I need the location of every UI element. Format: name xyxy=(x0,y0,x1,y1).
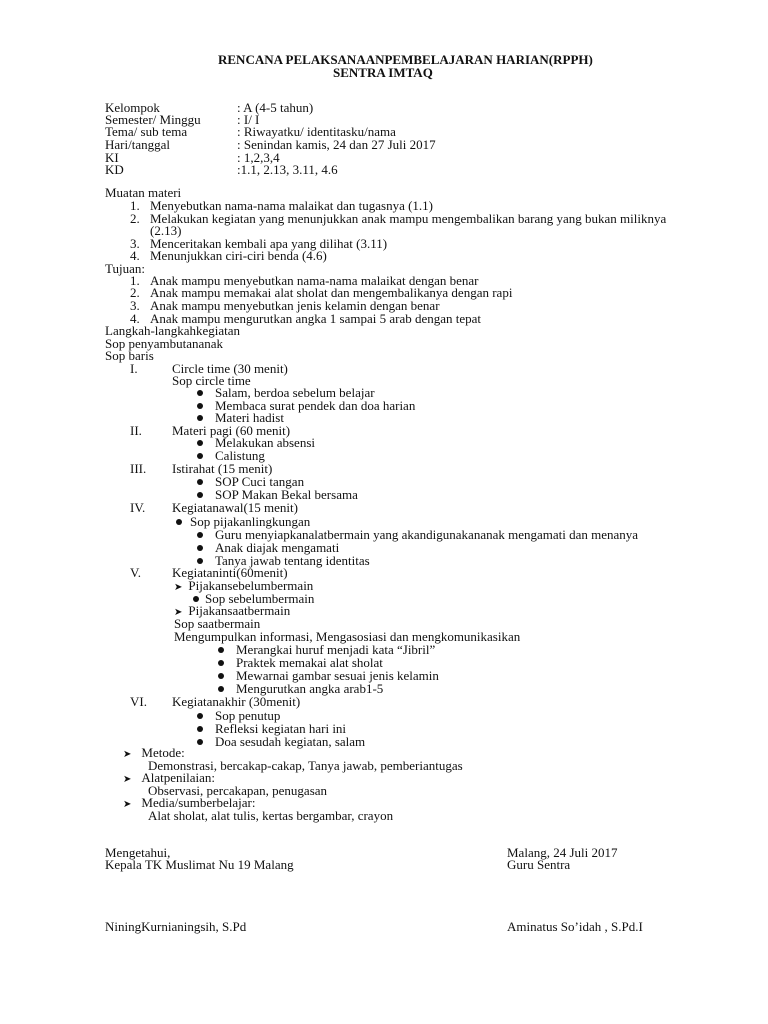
bullet-icon xyxy=(197,492,203,498)
section-title: Kegiatanawal(15 menit) xyxy=(172,500,298,515)
section-title: Istirahat (15 menit) xyxy=(172,461,273,476)
bullet-icon xyxy=(197,403,203,409)
bullet-icon xyxy=(197,453,203,459)
list-item: SOP Makan Bekal bersama xyxy=(197,488,358,501)
bullet-icon xyxy=(218,673,224,679)
arrow-item: ➤ Pijakansebelumbermain xyxy=(174,578,314,593)
muatan-num: 1. xyxy=(130,198,140,213)
bullet-icon xyxy=(218,686,224,692)
info-label: KD xyxy=(105,162,124,177)
bullet-icon xyxy=(218,647,224,653)
sign-left-name: NiningKurnianingsih, S.Pd xyxy=(105,919,247,934)
muatan-item: (2.13) xyxy=(150,223,182,238)
muatan-num: 3. xyxy=(130,236,140,251)
section-numeral: VI. xyxy=(130,694,147,709)
arrow-bullet-icon: ➤ xyxy=(174,582,183,593)
info-value: : Riwayatku/ identitasku/nama xyxy=(237,124,396,139)
sign-right-name: Aminatus So’idah , S.Pd.I xyxy=(507,919,643,934)
sign-right-line1: Malang, 24 Juli 2017 xyxy=(507,845,618,860)
section-numeral: III. xyxy=(130,461,147,476)
muatan-heading: Muatan materi xyxy=(105,185,182,200)
bullet-icon xyxy=(197,739,203,745)
list-item: Refleksi kegiatan hari ini xyxy=(197,722,346,735)
bullet-icon xyxy=(197,726,203,732)
section-title: Materi pagi (60 menit) xyxy=(172,423,291,438)
sign-left-line2: Kepala TK Muslimat Nu 19 Malang xyxy=(105,857,294,872)
list-item: Merangkai huruf menjadi kata “Jibril” xyxy=(218,643,435,656)
list-item: Praktek memakai alat sholat xyxy=(218,656,383,669)
section-sub: Sop circle time xyxy=(172,373,251,388)
list-item: Salam, berdoa sebelum belajar xyxy=(197,386,375,399)
info-value: : Senindan kamis, 24 dan 27 Juli 2017 xyxy=(237,137,436,152)
muatan-item: Melakukan kegiatan yang menunjukkan anak mampu mengembalikan barang yang bukan miliknya xyxy=(150,211,667,226)
section-title: Kegiataninti(60menit) xyxy=(172,565,288,580)
bullet-icon xyxy=(197,440,203,446)
list-item: Sop sebelumbermain xyxy=(193,592,314,605)
bullet-icon xyxy=(176,519,182,525)
list-item: Sop pijakanlingkungan xyxy=(176,515,310,528)
metode-value: Demonstrasi, bercakap-cakap, Tanya jawab, pemberiantugas xyxy=(148,758,463,773)
info-label: KI xyxy=(105,150,119,165)
info-label: Kelompok xyxy=(105,100,160,115)
media-value: Alat sholat, alat tulis, kertas bergambar, crayon xyxy=(148,808,394,823)
document-subtitle: SENTRA IMTAQ xyxy=(333,65,433,80)
section-title: Circle time (30 menit) xyxy=(172,361,288,376)
bullet-icon xyxy=(197,545,203,551)
tujuan-num: 1. xyxy=(130,273,140,288)
alat-value: Observasi, percakapan, penugasan xyxy=(148,783,328,798)
list-item: Mengurutkan angka arab1-5 xyxy=(218,682,383,695)
info-value: : A (4-5 tahun) xyxy=(237,100,314,115)
tujuan-item: Anak mampu menyebutkan nama-nama malaikat dengan benar xyxy=(150,273,479,288)
arrow-bullet-icon: ➤ xyxy=(123,749,132,760)
muatan-num: 2. xyxy=(130,211,140,226)
arrow-bullet-icon: ➤ xyxy=(123,774,132,785)
list-item: Anak diajak mengamati xyxy=(197,541,339,554)
langkah-heading: Langkah-langkahkegiatan xyxy=(105,323,240,338)
info-label: Hari/tanggal xyxy=(105,137,170,152)
section-numeral: V. xyxy=(130,565,141,580)
muatan-num: 4. xyxy=(130,248,140,263)
sop-baris: Sop baris xyxy=(105,348,154,363)
media-label: ➤ Media/sumberbelajar: xyxy=(123,795,256,810)
bullet-icon xyxy=(197,558,203,564)
info-label: Tema/ sub tema xyxy=(105,124,188,139)
bullet-icon xyxy=(193,596,199,602)
arrow-item: ➤ Pijakansaatbermain xyxy=(174,603,291,618)
list-item: Melakukan absensi xyxy=(197,436,315,449)
tujuan-num: 3. xyxy=(130,298,140,313)
info-value: : 1,2,3,4 xyxy=(237,150,280,165)
muatan-item: Menceritakan kembali apa yang dilihat (3.11) xyxy=(150,236,388,251)
section-sub: Sop saatbermain xyxy=(174,616,261,631)
tujuan-heading: Tujuan: xyxy=(105,261,145,276)
list-item: Membaca surat pendek dan doa harian xyxy=(197,399,415,412)
sign-left-line1: Mengetahui, xyxy=(105,845,171,860)
section-desc: Mengumpulkan informasi, Mengasosiasi dan mengkomunikasikan xyxy=(174,629,521,644)
info-value: :1.1, 2.13, 3.11, 4.6 xyxy=(237,162,338,177)
bullet-icon xyxy=(197,532,203,538)
arrow-bullet-icon: ➤ xyxy=(174,607,183,618)
section-numeral: IV. xyxy=(130,500,146,515)
tujuan-num: 4. xyxy=(130,311,140,326)
section-numeral: II. xyxy=(130,423,142,438)
muatan-item: Menunjukkan ciri-ciri benda (4.6) xyxy=(150,248,327,263)
document-title: RENCANA PELAKSANAANPEMBELAJARAN HARIAN(RPPH) xyxy=(218,52,593,67)
list-item: Materi hadist xyxy=(197,411,284,424)
list-item: Doa sesudah kegiatan, salam xyxy=(197,735,365,748)
info-value: : I/ I xyxy=(237,112,260,127)
bullet-icon xyxy=(218,660,224,666)
list-item: Mewarnai gambar sesuai jenis kelamin xyxy=(218,669,439,682)
bullet-icon xyxy=(197,713,203,719)
section-numeral: I. xyxy=(130,361,138,376)
list-item: Sop penutup xyxy=(197,709,280,722)
info-label: Semester/ Minggu xyxy=(105,112,201,127)
sop-penyambutan: Sop penyambutananak xyxy=(105,336,224,351)
tujuan-item: Anak mampu menyebutkan jenis kelamin dengan benar xyxy=(150,298,440,313)
bullet-icon xyxy=(197,479,203,485)
bullet-icon xyxy=(197,415,203,421)
tujuan-item: Anak mampu mengurutkan angka 1 sampai 5 arab dengan tepat xyxy=(150,311,482,326)
section-title: Kegiatanakhir (30menit) xyxy=(172,694,301,709)
bullet-icon xyxy=(197,390,203,396)
metode-label: ➤ Metode: xyxy=(123,745,185,760)
alat-label: ➤ Alatpenilaian: xyxy=(123,770,216,785)
arrow-bullet-icon: ➤ xyxy=(123,799,132,810)
list-item: Tanya jawab tentang identitas xyxy=(197,554,370,567)
sign-right-line2: Guru Sentra xyxy=(507,857,571,872)
tujuan-num: 2. xyxy=(130,285,140,300)
list-item: SOP Cuci tangan xyxy=(197,475,304,488)
muatan-item: Menyebutkan nama-nama malaikat dan tugasnya (1.1) xyxy=(150,198,434,213)
tujuan-item: Anak mampu memakai alat sholat dan mengembalikanya dengan rapi xyxy=(150,285,513,300)
list-item: Guru menyiapkanalatbermain yang akandigunakananak mengamati dan menanya xyxy=(197,528,638,541)
list-item: Calistung xyxy=(197,449,265,462)
